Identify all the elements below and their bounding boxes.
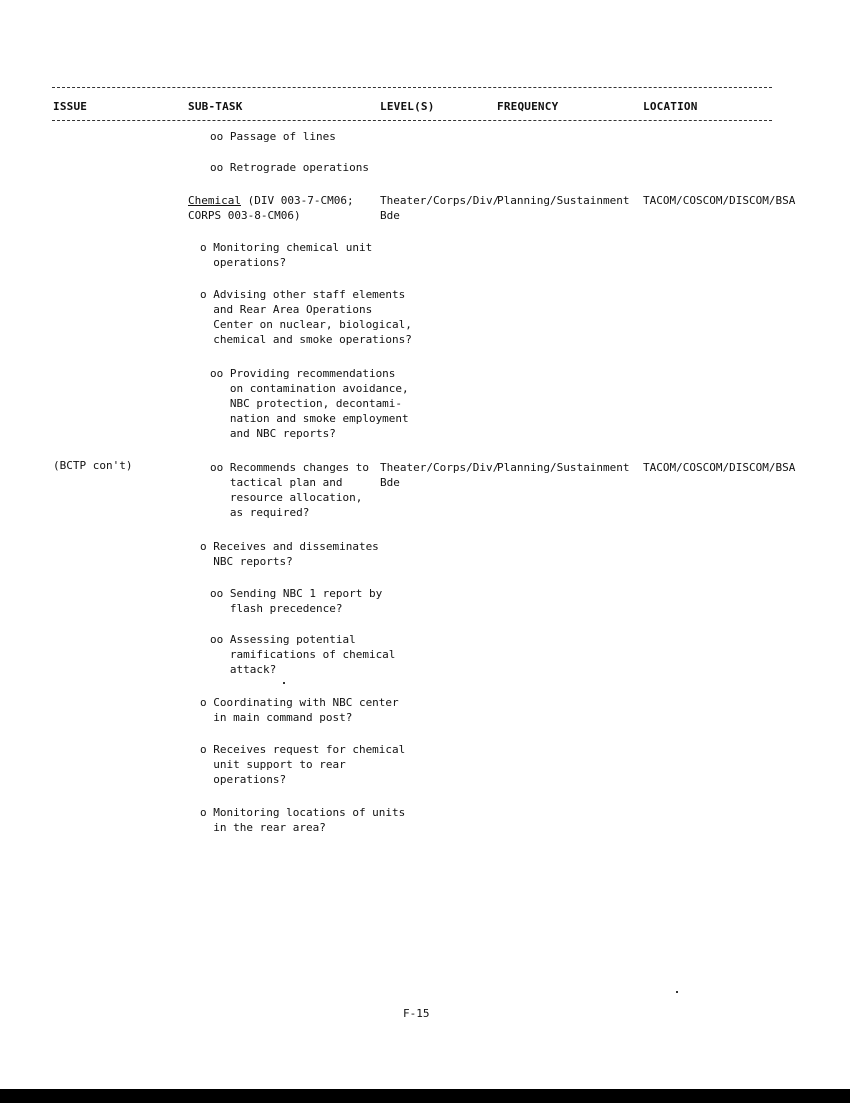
recommends-frequency: Planning/Sustainment — [497, 461, 630, 474]
chemical-title: Chemical — [188, 194, 241, 207]
subtask-monitoring-chemical-unit: o Monitoring chemical unit operations? — [200, 241, 373, 269]
column-header-location: LOCATION — [643, 100, 698, 113]
subtask-monitoring-locations: o Monitoring locations of units in the rear area? — [200, 806, 406, 834]
chemical-level-line-2: Bde — [380, 209, 400, 222]
subtask-receives-disseminates: o Receives and disseminates NBC reports? — [200, 540, 379, 568]
subtask-sending-nbc-report: oo Sending NBC 1 report by flash precedence? — [210, 587, 383, 615]
recommends-level-line-2: Bde — [380, 476, 400, 489]
recommends-level-line-1: Theater/Corps/Div/ — [380, 461, 500, 474]
chemical-level-line-1: Theater/Corps/Div/ — [380, 194, 500, 207]
recommends-location: TACOM/COSCOM/DISCOM/BSA — [643, 461, 796, 474]
scan-border-bar — [0, 1089, 850, 1103]
subtask-recommends-changes: oo Recommends changes to tactical plan and resource allocation, as required? — [210, 461, 369, 519]
subtask-passage-of-lines: oo Passage of lines — [210, 130, 336, 143]
speck-mark — [676, 991, 678, 993]
column-header-subtask: SUB-TASK — [188, 100, 243, 113]
page-number: F-15 — [403, 1007, 430, 1020]
subtask-advising-staff: o Advising other staff elements and Rear Area Operations Center on nuclear, biological, chemical and smoke operations? — [200, 288, 412, 346]
column-header-levels: LEVEL(S) — [380, 100, 435, 113]
subtask-retrograde-operations: oo Retrograde operations — [210, 161, 369, 174]
top-rule — [52, 87, 772, 88]
chemical-frequency: Planning/Sustainment — [497, 194, 630, 207]
subtask-chemical-heading — [188, 193, 354, 208]
subtask-providing-recommendations: oo Providing recommendations on contamination avoidance, NBC protection, decontami- nation and smoke employment and NBC reports? — [210, 367, 409, 440]
column-header-issue: ISSUE — [53, 100, 88, 113]
subtask-receives-request: o Receives request for chemical unit support to rear operations? — [200, 743, 406, 786]
header-rule — [52, 120, 772, 121]
speck-mark — [283, 682, 285, 684]
subtask-coordinating-nbc-center: o Coordinating with NBC center in main command post? — [200, 696, 399, 724]
chemical-ref-corps: CORPS 003-8-CM06) — [188, 209, 301, 222]
subtask-assessing-ramifications: oo Assessing potential ramifications of chemical attack? — [210, 633, 396, 676]
chemical-ref-div: (DIV 003-7-CM06; — [240, 194, 354, 207]
chemical-location: TACOM/COSCOM/DISCOM/BSA — [643, 194, 796, 207]
issue-bctp-continued: (BCTP con't) — [53, 459, 133, 472]
column-header-frequency: FREQUENCY — [497, 100, 559, 113]
